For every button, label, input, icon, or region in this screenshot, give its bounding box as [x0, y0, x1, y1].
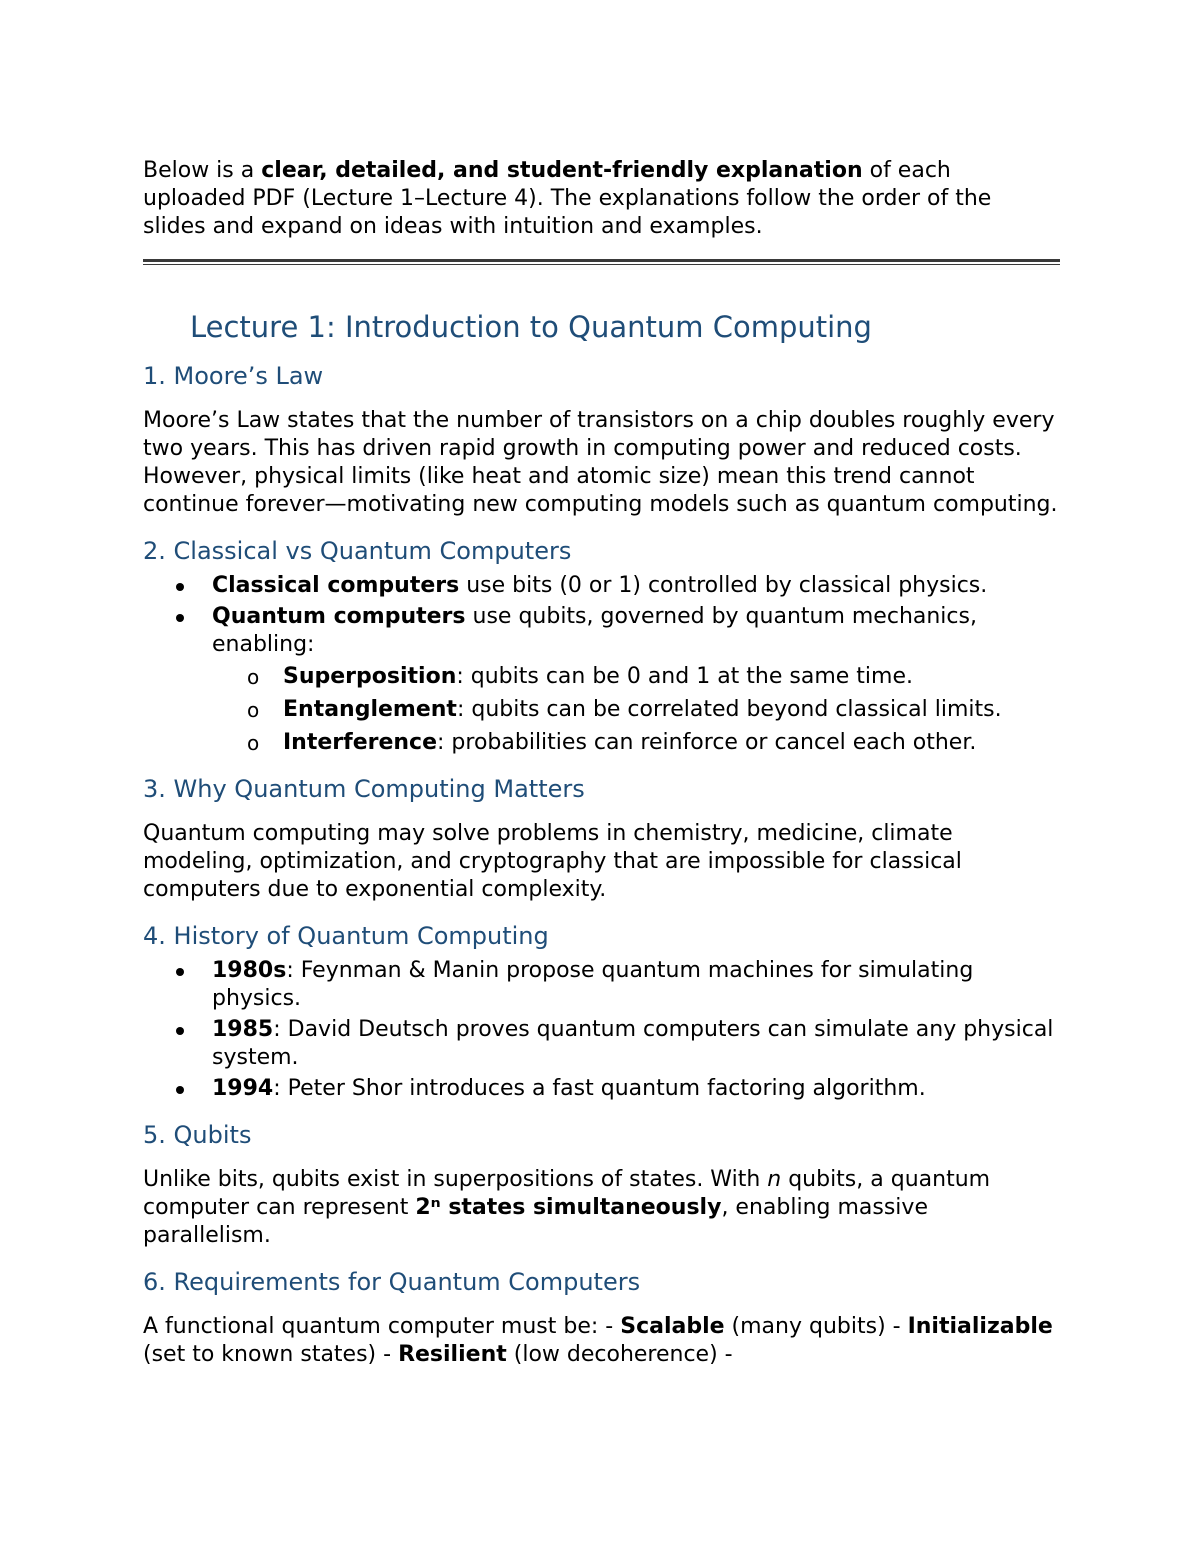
list-item: 1980s: Feynman & Manin propose quantum machines for simulating physics.: [143, 957, 1060, 1013]
section-heading-moores-law: 1. Moore’s Law: [143, 362, 324, 390]
sub-list-item: o Superposition: qubits can be 0 and 1 at the same time.: [247, 664, 913, 689]
lecture-title: Lecture 1: Introduction to Quantum Computing: [190, 310, 872, 344]
section-heading-classical-vs-quantum: 2. Classical vs Quantum Computers: [143, 537, 572, 565]
section-heading-qubits: 5. Qubits: [143, 1121, 252, 1149]
list-item: Classical computers use bits (0 or 1) controlled by classical physics.: [143, 572, 1060, 600]
list-item: Quantum computers use qubits, governed by quantum mechanics, enabling: o Superposition: qubits can be 0 and 1 at the same time. o Entanglement: qubits can be correlated beyond classical limits. o Interference: probabilities can reinforce or cancel each other.: [143, 603, 1060, 757]
section-heading-history: 4. History of Quantum Computing: [143, 922, 549, 950]
section-heading-why-quantum: 3. Why Quantum Computing Matters: [143, 775, 585, 803]
bullet-icon: [176, 1027, 184, 1035]
circle-bullet-icon: o: [247, 665, 260, 689]
quantum-properties-sublist: [212, 663, 1060, 757]
horizontal-rule: [143, 259, 1060, 265]
bullet-icon: [176, 583, 184, 591]
list-item: 1994: Peter Shor introduces a fast quantum factoring algorithm.: [143, 1075, 1060, 1103]
sub-list-item: o Entanglement: qubits can be correlated beyond classical limits.: [247, 697, 1002, 722]
moores-law-paragraph: Moore’s Law states that the number of transistors on a chip doubles roughly every two years. This has driven rapid growth in computing power and reduced costs. However, physical limits (like heat and atomic size) mean this trend cannot continue forever—motivating new computing models such as quantum computing.: [143, 408, 1058, 517]
circle-bullet-icon: o: [247, 698, 260, 722]
circle-bullet-icon: o: [247, 731, 260, 755]
requirements-paragraph: A functional quantum computer must be: - Scalable (many qubits) - Initializable (set to known states) - Resilient (low decoherence) -: [143, 1314, 1053, 1367]
bullet-icon: [176, 614, 184, 622]
why-quantum-paragraph: Quantum computing may solve problems in chemistry, medicine, climate modeling, optimization, and cryptography that are impossible for classical computers due to exponential complexity.: [143, 821, 962, 902]
sub-list-item: o Interference: probabilities can reinforce or cancel each other.: [247, 730, 977, 755]
qubits-paragraph: Unlike bits, qubits exist in superpositions of states. With n qubits, a quantum computer can represent 2ⁿ states simultaneously, enabling massive parallelism.: [143, 1167, 991, 1248]
intro-paragraph: Below is a clear, detailed, and student-friendly explanation of each uploaded PDF (Lecture 1–Lecture 4). The explanations follow the order of the slides and expand on ideas with intuition and examples.: [143, 158, 992, 239]
bullet-icon: [176, 1086, 184, 1094]
bullet-icon: [176, 968, 184, 976]
classical-vs-quantum-list: [143, 572, 1060, 757]
section-heading-requirements: 6. Requirements for Quantum Computers: [143, 1268, 641, 1296]
list-item: 1985: David Deutsch proves quantum computers can simulate any physical system.: [143, 1016, 1060, 1072]
history-list: [143, 957, 1060, 1103]
